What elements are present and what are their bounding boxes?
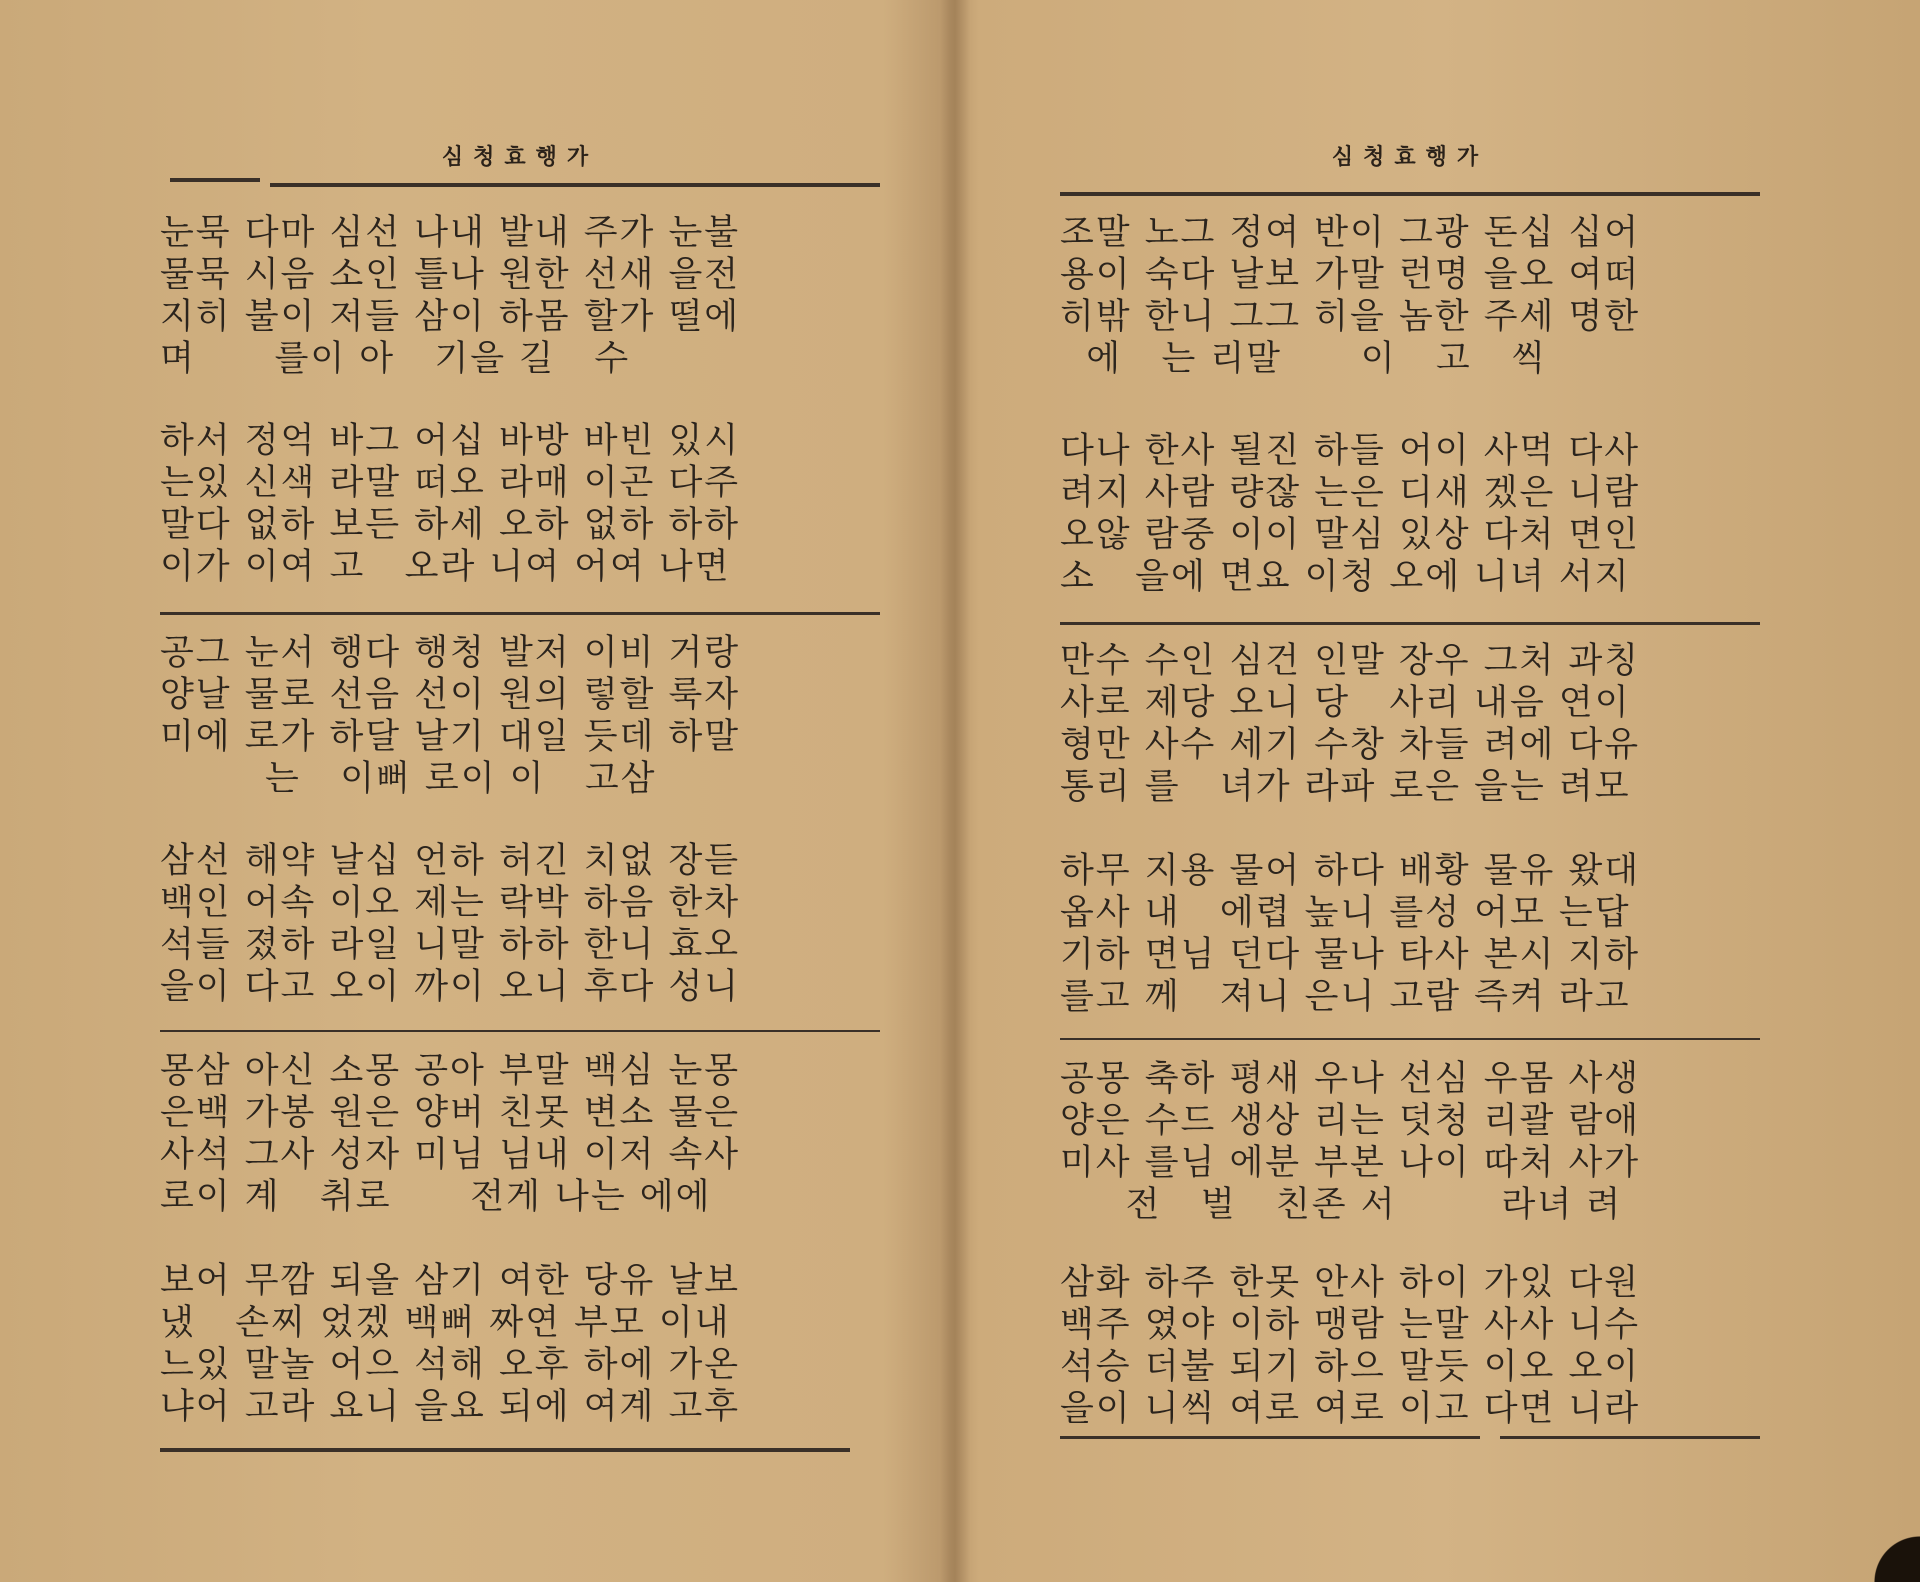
footer-rule-right-short — [1500, 1436, 1760, 1439]
verse-line: 려지 사람 량잖 는은 디새 겠은 니람 — [1060, 473, 1641, 513]
verse-line: 공그 눈서 행다 행청 발저 이비 거랑 — [160, 633, 741, 673]
verse-line: 에 는 리말 이 고 씩 — [1060, 339, 1547, 379]
verse-line: 조말 노그 정여 반이 그광 돈십 십어 — [1060, 213, 1641, 253]
verse-line: 이가 이여 고 오라 니여 어여 나면 — [160, 547, 731, 587]
verse-line: 는 이뻐 로이 이 고삼 — [160, 759, 657, 799]
right-page — [1060, 0, 1760, 1582]
verse-line: 냐어 고라 요니 을요 되에 여계 고후 — [160, 1387, 741, 1427]
verse-line: 눈묵 다마 심선 나내 발내 주가 눈불 — [160, 213, 741, 253]
verse-line: 옵사 내 에렵 높니 를성 어모 는답 — [1060, 893, 1631, 933]
verse-line: 백주 였야 이하 맹람 는말 사사 니수 — [1060, 1305, 1641, 1345]
verse-line: 하서 정억 바그 어십 바방 바빈 있시 — [160, 421, 741, 461]
page-corner-shadow — [1860, 1522, 1920, 1582]
left-page — [160, 0, 880, 1582]
footer-rule-right-long — [1060, 1436, 1480, 1439]
verse-line: 양은 수드 생상 리는 덧청 리괄 람애 — [1060, 1101, 1641, 1141]
footer-rule-left — [160, 1448, 850, 1452]
verse-line: 다나 한사 될진 하들 어이 사먹 다사 — [1060, 431, 1641, 471]
section-rule — [1060, 1038, 1760, 1040]
verse-line: 느있 말놀 어으 석해 오후 하에 가온 — [160, 1345, 741, 1385]
book-gutter — [940, 0, 970, 1582]
verse-block-2 — [160, 420, 880, 588]
verse-line: 통리 를 녀가 라파 로은 을는 려모 — [1060, 767, 1631, 807]
verse-line: 미사 를님 에분 부본 나이 따처 사가 — [1060, 1143, 1641, 1183]
header-rule-right — [1060, 192, 1760, 196]
verse-line: 석들 졌하 라일 니말 하하 한니 효오 — [160, 925, 741, 965]
verse-line: 전 벌 친존 서 라녀 려 — [1060, 1185, 1623, 1225]
running-header-right: 심청효행가 — [1331, 145, 1489, 170]
verse-line: 형만 사수 세기 수창 차들 려에 다유 — [1060, 725, 1641, 765]
running-header-left: 심청효행가 — [441, 145, 599, 170]
verse-line: 은백 가봉 원은 양버 친못 변소 물은 — [160, 1093, 741, 1133]
verse-line: 양날 물로 선음 선이 원의 렇할 룩자 — [160, 675, 741, 715]
verse-line: 만수 수인 심건 인말 장우 그처 과칭 — [1060, 641, 1641, 681]
verse-line: 용이 숙다 날보 가말 런명 을오 여떠 — [1060, 255, 1641, 295]
section-rule — [1060, 622, 1760, 625]
verse-line: 로이 계 취로 전게 나는 에에 — [160, 1177, 712, 1217]
verse-line: 물묵 시음 소인 틀나 원한 선새 을전 — [160, 255, 741, 295]
verse-block-1 — [160, 212, 880, 380]
verse-line: 을이 니씩 여로 여로 이고 다면 니라 — [1060, 1389, 1641, 1429]
verse-line: 공몽 축하 평새 우나 선심 우몸 사생 — [1060, 1059, 1641, 1099]
verse-line: 말다 없하 보든 하세 오하 없하 하하 — [160, 505, 741, 545]
verse-line: 삼화 하주 한못 안사 하이 가있 다원 — [1060, 1263, 1641, 1303]
verse-line: 를고 께 져니 은니 고람 즉켜 라고 — [1060, 977, 1631, 1017]
verse-block-10 — [1060, 850, 1760, 1018]
verse-line: 사로 제당 오니 당 사리 내음 연이 — [1060, 683, 1631, 723]
verse-block-8 — [1060, 430, 1760, 598]
verse-line: 보어 무깜 되올 삼기 여한 당유 날보 — [160, 1261, 741, 1301]
verse-line: 미에 로가 하달 날기 대일 듯데 하말 — [160, 717, 741, 757]
verse-line: 오않 람중 이이 말심 있상 다처 면인 — [1060, 515, 1641, 555]
verse-line: 며 를이 아 기을 길 수 — [160, 339, 631, 379]
verse-line: 히밖 한니 그그 히을 놈한 주세 명한 — [1060, 297, 1641, 337]
verse-block-3 — [160, 632, 880, 800]
verse-line: 몽삼 아신 소몽 공아 부말 백심 눈몽 — [160, 1051, 741, 1091]
verse-block-12 — [1060, 1262, 1760, 1430]
section-rule — [160, 1030, 880, 1032]
verse-line: 하무 지용 물어 하다 배황 물유 왔대 — [1060, 851, 1641, 891]
verse-line: 냈 손찌 었겠 백뻐 짜연 부모 이내 — [160, 1303, 731, 1343]
verse-block-5 — [160, 1050, 880, 1218]
header-rule-left-long — [270, 183, 880, 187]
section-rule — [160, 612, 880, 615]
verse-line: 을이 다고 오이 까이 오니 후다 성니 — [160, 967, 741, 1007]
verse-block-9 — [1060, 640, 1760, 808]
header-rule-left-short — [170, 178, 260, 182]
verse-block-4 — [160, 840, 880, 1008]
verse-line: 소 을에 면요 이청 오에 니녀 서지 — [1060, 557, 1631, 597]
verse-line: 는있 신색 라말 떠오 라매 이곤 다주 — [160, 463, 741, 503]
verse-line: 기하 면님 던다 물나 타사 본시 지하 — [1060, 935, 1641, 975]
verse-line: 지히 불이 저들 삼이 하몸 할가 떨에 — [160, 297, 741, 337]
verse-block-6 — [160, 1260, 880, 1428]
verse-block-11 — [1060, 1058, 1760, 1226]
verse-line: 백인 어속 이오 제는 락박 하음 한차 — [160, 883, 741, 923]
verse-line: 석승 더불 되기 하으 말듯 이오 오이 — [1060, 1347, 1641, 1387]
verse-line: 삼선 해약 날십 언하 허긴 치없 장듣 — [160, 841, 741, 881]
verse-block-7 — [1060, 212, 1760, 380]
verse-line: 사석 그사 성자 미님 님내 이저 속사 — [160, 1135, 741, 1175]
